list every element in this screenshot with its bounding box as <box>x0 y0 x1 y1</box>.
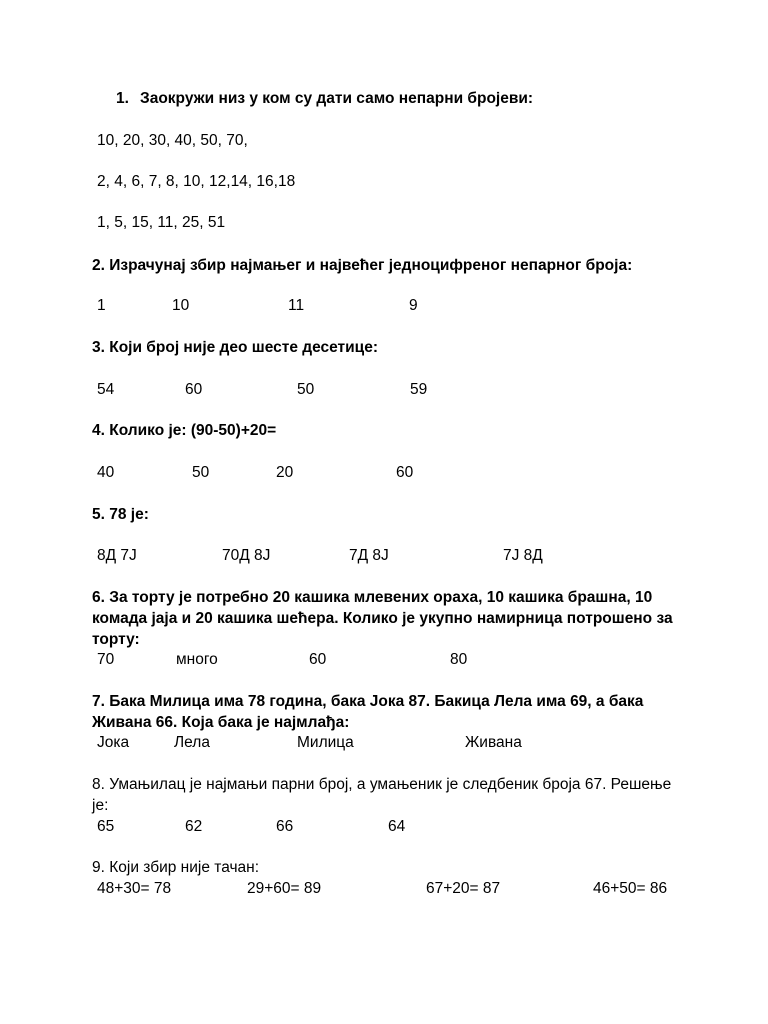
q9-answer-3: 67+20= 87 <box>426 880 501 897</box>
q2-answer-1: 1 <box>97 297 106 314</box>
q7-answer-2: Лела <box>174 734 210 751</box>
q1-question: Заокружи низ у ком су дати само непарни бројеви: <box>140 90 534 107</box>
q1-option-3: 1, 5, 15, 11, 25, 51 <box>97 214 226 231</box>
q6-answer-2: много <box>176 651 218 668</box>
q7-answer-1: Јока <box>97 734 130 751</box>
q9-answer-2: 29+60= 89 <box>247 880 322 897</box>
q6-answer-3: 60 <box>309 651 327 668</box>
q2-answer-2: 10 <box>172 297 190 314</box>
q9-answer-1: 48+30= 78 <box>97 880 172 897</box>
q8-answer-1: 65 <box>97 818 115 835</box>
q2-question: 2. Израчунај збир најмањег и највећег једноцифреног непарног броја: <box>92 257 633 274</box>
q5-answer-1: 8Д 7Ј <box>97 547 137 564</box>
q3-answer-2: 60 <box>185 381 203 398</box>
q4-question: 4. Колико је: (90-50)+20= <box>92 422 277 439</box>
q2-answer-3: 11 <box>288 297 305 314</box>
q4-answer-1: 40 <box>97 464 115 481</box>
q5-question: 5. 78 је: <box>92 506 149 523</box>
q5-answer-2: 70Д 8Ј <box>222 547 271 564</box>
q3-answer-3: 50 <box>297 381 315 398</box>
q9-question: 9. Који збир није тачан: <box>92 859 260 876</box>
q5-answer-3: 7Д 8Ј <box>349 547 389 564</box>
q7-question: 7. Бака Милица има 78 година, бака Јока 87. Бакица Лела има 69, а бака Живана 66. Која бака је најмлађа: <box>92 693 644 731</box>
q9-answer-4: 46+50= 86 <box>593 880 668 897</box>
q3-answer-1: 54 <box>97 381 115 398</box>
q5-answer-4: 7Ј 8Д <box>503 547 543 564</box>
q7-answer-4: Живана <box>465 734 522 751</box>
q6-question: 6. За торту је потребно 20 кашика млевених ораха, 10 кашика брашна, 10 комада јаја и 20 кашика шећера. Колико је укупно намирница потрошено за торту: <box>92 589 673 648</box>
q3-answer-4: 59 <box>410 381 428 398</box>
q8-answer-2: 62 <box>185 818 203 835</box>
q3-question: 3. Који број није део шесте десетице: <box>92 339 378 356</box>
q4-answer-3: 20 <box>276 464 294 481</box>
q4-answer-2: 50 <box>192 464 210 481</box>
q8-answer-4: 64 <box>388 818 406 835</box>
q7-answer-3: Милица <box>297 734 354 751</box>
q1-number: 1. <box>116 90 129 107</box>
q1-option-1: 10, 20, 30, 40, 50, 70, <box>97 132 248 149</box>
q6-answer-1: 70 <box>97 651 115 668</box>
q8-answer-3: 66 <box>276 818 294 835</box>
q8-question: 8. Умањилац је најмањи парни број, а умањеник је следбеник броја 67. Решење је: <box>92 776 672 814</box>
q1-option-2: 2, 4, 6, 7, 8, 10, 12,14, 16,18 <box>97 173 296 190</box>
q4-answer-4: 60 <box>396 464 414 481</box>
q2-answer-4: 9 <box>409 297 418 314</box>
q6-answer-4: 80 <box>450 651 468 668</box>
